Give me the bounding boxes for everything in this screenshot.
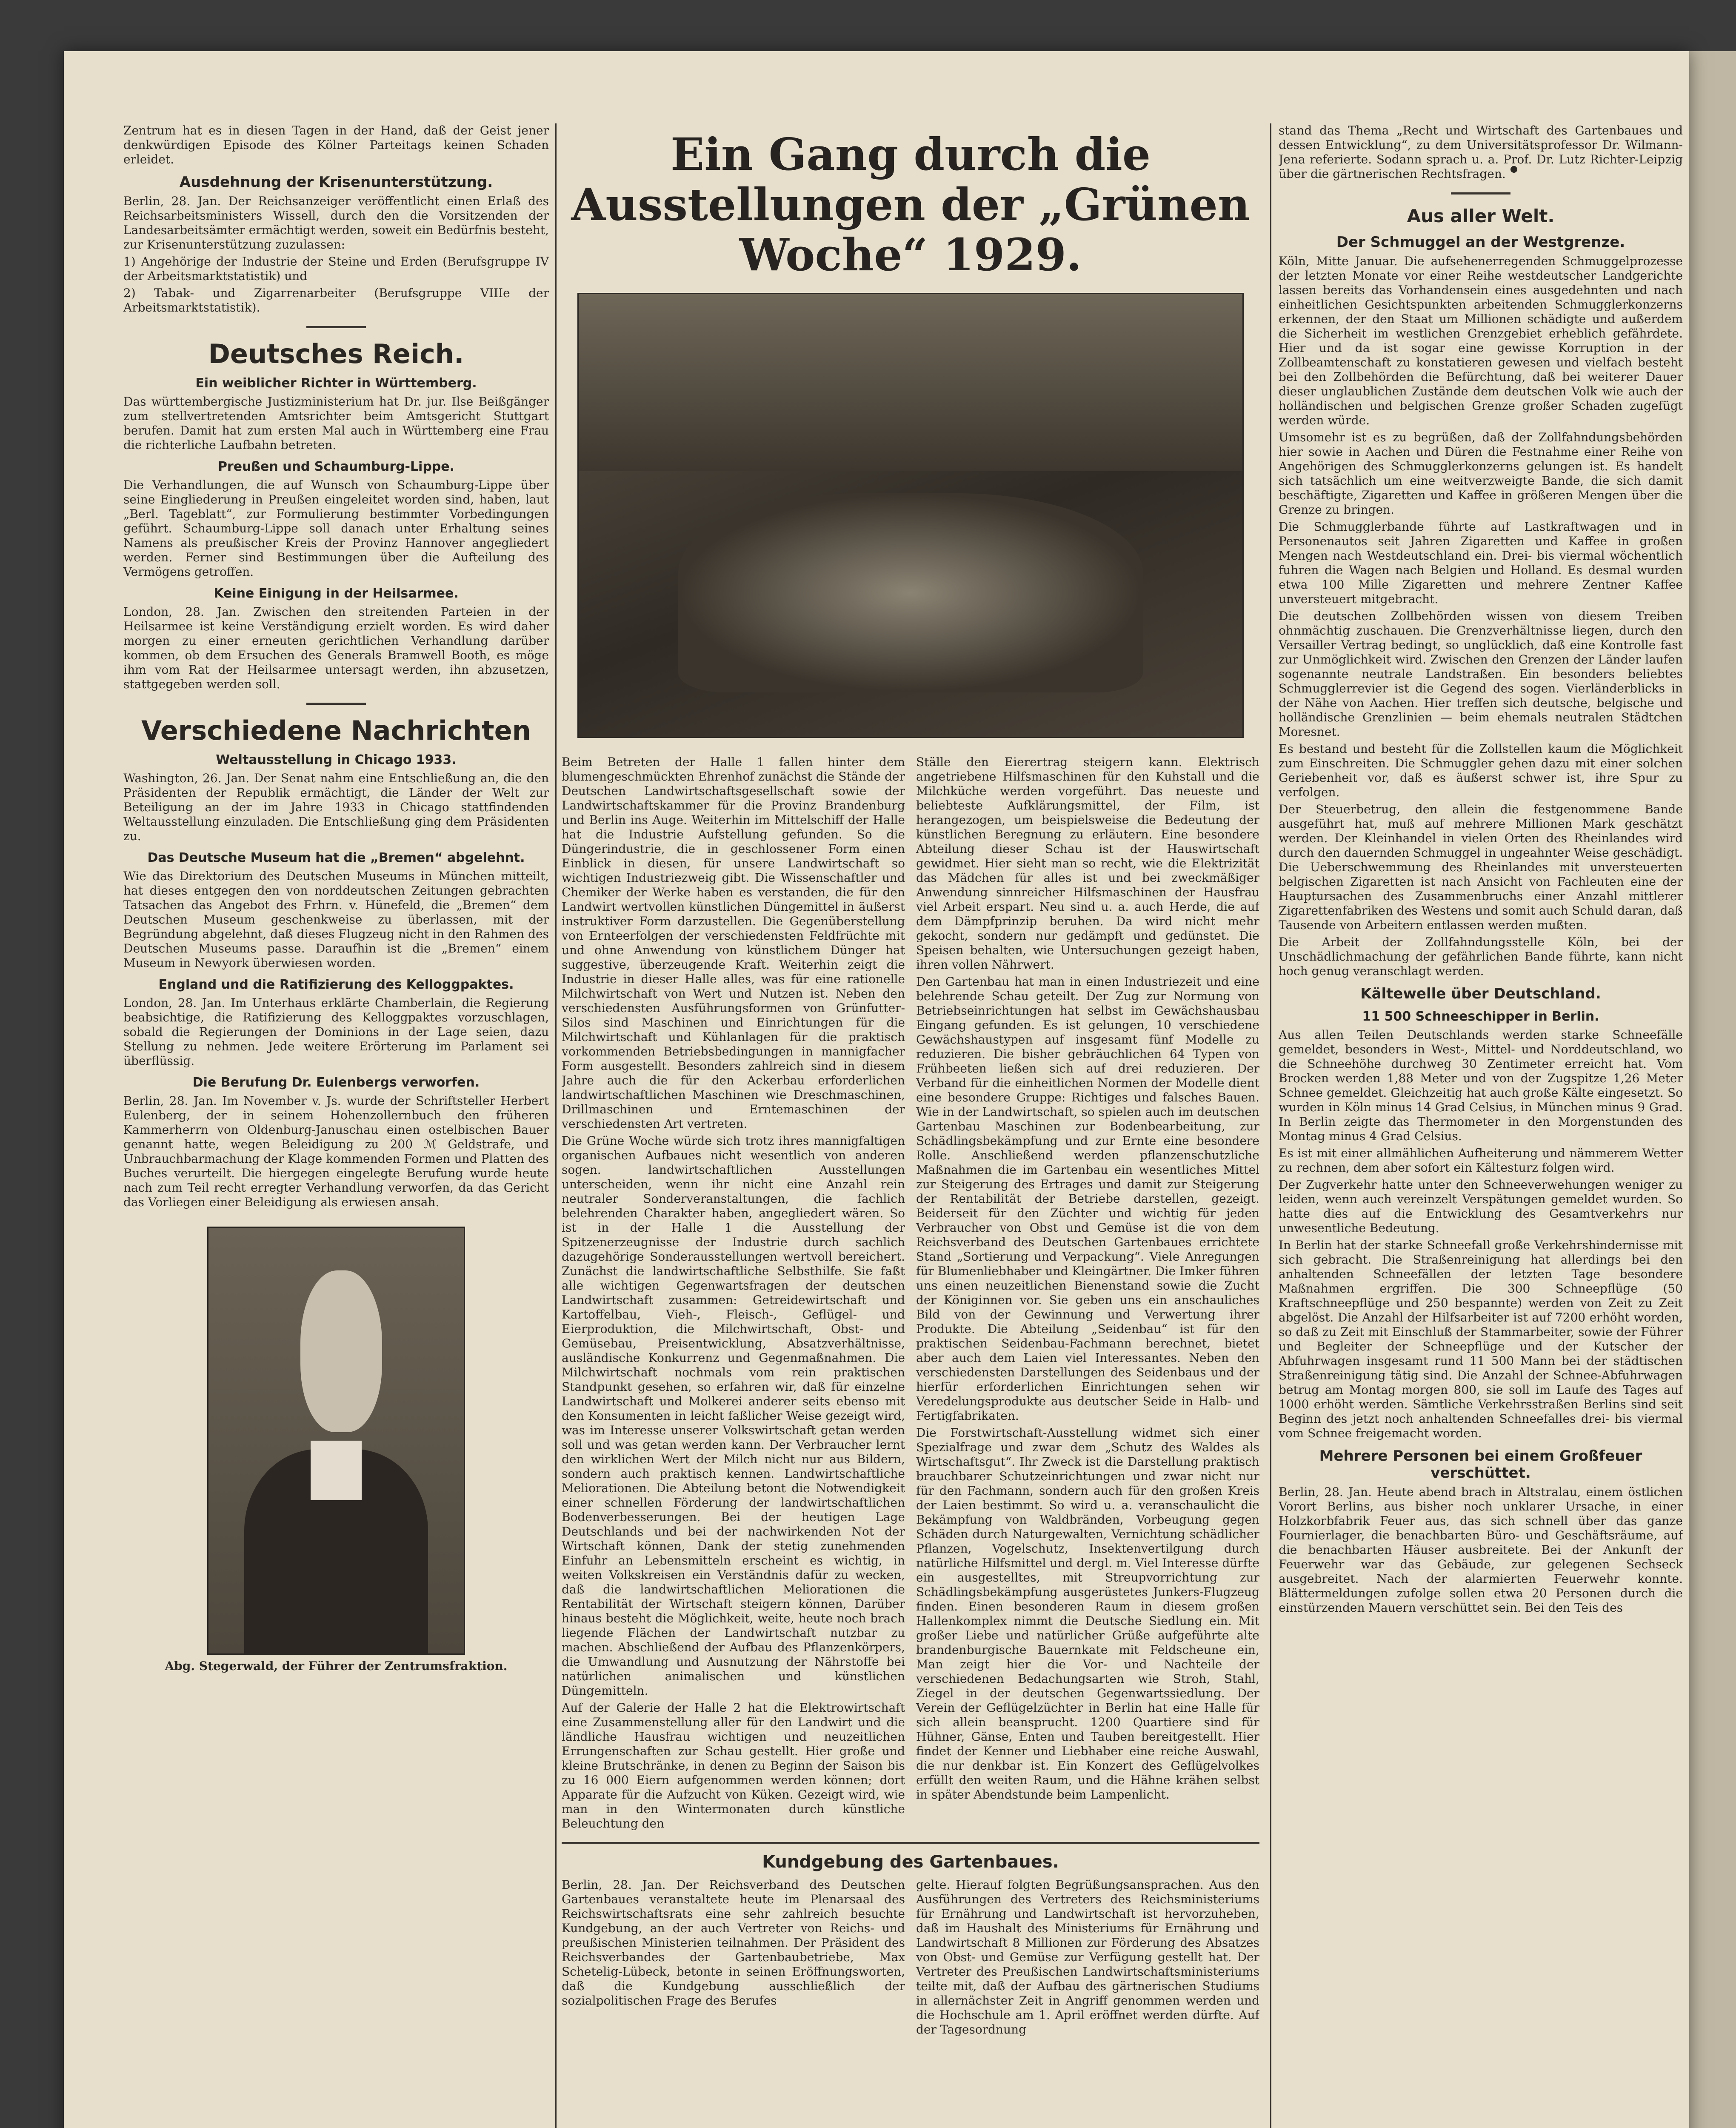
main-headline: Ein Gang durch die Ausstellungen der „Grünen Woche“ 1929.: [571, 128, 1250, 281]
divider: [1451, 192, 1510, 194]
column-center: [562, 123, 1259, 2128]
kundgebung-text: gelte. Hierauf folgten Begrüßungsansprachen. Aus den Ausführungen des Vertreters des Reichsministeriums für Ernährung und Landwirtschaft ist hervorzuheben, daß im Haushalt des Ministeriums für Ernährung und Landwirtschaft 8 Millionen zur Förderung des Absatzes von Obst- und Gemüse zur Verfügung gestellt hat. Der Vertreter des Preußischen Landwirtschaftsministeriums teilte mit, daß der Aufbau des gärtnerischen Studiums in allernächster Zeit in Angriff genommen werden und die Hochschule am 1. April eröffnet werden dürfte. Auf der Tagesordnung: [916, 1878, 1259, 2036]
article-body: [562, 755, 1259, 1833]
krisen-text: 2) Tabak- und Zigarrenarbeiter (Berufsgruppe VIIIe der Arbeitsmarktstatistik).: [123, 286, 549, 315]
krisen-text: Berlin, 28. Jan. Der Reichsanzeiger veröffentlicht einen Erlaß des Reichsarbeitsministers Wissell, durch den die Vorsitzenden der Landesarbeitsämter ermächtigt werden, soweit ein Bedürfnis besteht, zur Krisenunterstützung zuzulassen:: [123, 194, 549, 252]
column-right: [1279, 123, 1683, 2128]
newspaper-page: [64, 51, 1689, 2128]
eulenberg-text: Berlin, 28. Jan. Im November v. Js. wurde der Schriftsteller Herbert Eulenberg, der in seinem Hohenzollernbuch den früheren Kammerherrn von Oldenburg-Januschau einen ostelbischen Bauer genannt hatte, wegen Beleidigung zu 200 ℳ Geldstrafe, und Unbrauchbarmachung der Klage kommenden Formen und Platten des Buches verurteilt. Die hiergegen eingelegte Berufung wurde heute nach zum Teil recht erregter Verhandlung verworfen, da das Gericht das Vorliegen einer Beleidigung als erwiesen ansah.: [123, 1094, 549, 1209]
kaeltewelle-title: Kältewelle über Deutschland.: [1360, 985, 1601, 1002]
article-col-left: [562, 755, 905, 1833]
schmuggel-text: Die Schmugglerbande führte auf Lastkraftwagen und in Personenautos seit Jahren Zigaretten und Kaffee in großen Mengen nach Westdeutschland ein. Drei- bis viermal wöchentlich fuhren die Wagen nach Belgien und Holland. Es desmal wurden etwa 100 Mille Zigaretten und mehrere Zentner Kaffee unversteuert mitgebracht.: [1279, 520, 1683, 606]
verschiedenes-title: Verschiedene Nachrichten: [141, 715, 531, 746]
kaeltewelle-text: In Berlin hat der starke Schneefall große Verkehrshindernisse mit sich gebracht. Die Straßenreinigung hat allerdings bei den anhaltenden Schneefällen der letzten Tage besondere Maßnahmen ergriffen. Die 300 Schneepflüge (50 Kraftschneepflüge und 250 bespannte) werden von Zeit zu Zeit abgelöst. Die Anzahl der Hilfsarbeiter ist auf 7200 erhöht worden, so daß zu Zeit mit Einschluß der Stammarbeiter, sowie der Führer und Begleiter der Schneepflüge und der Kutscher der Abfuhrwagen insgesamt rund 11 500 Mann bei der städtischen Straßenreinigung tätig sind. Die Anzahl der Schnee-Abfuhrwagen betrug am Montag morgen 800, sie soll im Laufe des Tages auf 1000 erhöht werden. Sämtliche Verkehrsstraßen Berlins sind seit Beginn des jetzt noch anhaltenden Schneefalles drei- bis viermal vom Schnee freigemacht worden.: [1279, 1238, 1683, 1440]
schmuggel-text: Es bestand und besteht für die Zollstellen kaum die Möglichkeit zum Einschreiten. Die Schmuggler gehen dazu mit einer solchen Geriebenheit vor, daß es äußerst schwer ist, ihre Spur zu verfolgen.: [1279, 742, 1683, 799]
column-rule: [555, 123, 557, 2128]
article-paragraph: Ställe den Eierertrag steigern kann. Elektrisch angetriebene Hilfsmaschinen für den Kuhstall und die Milchküche werden vorgeführt. Das neueste und beliebteste Aufklärungsmittel, der Film, ist herangezogen, um beispielsweise die Bedeutung der künstlichen Beregnung zu erläutern. Eine besondere Abteilung dieser Schau ist der Hauswirtschaft gewidmet. Hier sieht man so recht, wie die Elektrizität das Mädchen für alles ist und bei zweckmäßiger Anwendung sinnreicher Hilfsmaschinen der Hausfrau viel Arbeit erspart. Neu sind u. a. auch Herde, die auf dem Dämpfprinzip beruhen. Da wird nicht mehr gekocht, sondern nur gedämpft und gedünstet. Die Speisen behalten, wie Untersuchungen gezeigt haben, ihren vollen Nährwert.: [916, 755, 1259, 972]
kundgebung-body: [562, 1878, 1259, 2039]
article-paragraph: Auf der Galerie der Halle 2 hat die Elektrowirtschaft eine Zusammenstellung aller für den Landwirt und die ländliche Hausfrau wichtigen und neuzeitlichen Errungenschaften zur Schau gestellt. Hier große und kleine Brutschränke, in denen zu Beginn der Saison bis zu 16 000 Eiern aufgenommen werden können; dort Apparate für die Aufzucht von Küken. Gezeigt wird, wie man in den Wintermonaten durch künstliche Beleuchtung den: [562, 1701, 905, 1831]
portrait-caption: Abg. Stegerwald, der Führer der Zentrumsfraktion.: [165, 1659, 508, 1673]
heilsarmee-text: London, 28. Jan. Zwischen den streitenden Parteien in der Heilsarmee ist keine Verständigung erzielt worden. Es wird daher morgen zu einer erneuten gerichtlichen Verhandlung darüber kommen, ob dem Ersuchen des Generals Bramwell Booth, es möge ihm vom Rat der Heilsarmee untersagt werden, ihn abzusetzen, stattgegeben werden soll.: [123, 605, 549, 691]
aller-welt-title: Aus aller Welt.: [1407, 206, 1555, 226]
kaeltewelle-text: Der Zugverkehr hatte unter den Schneeverwehungen weniger zu leiden, wenn auch vereinzelt Verspätungen gemeldet wurden. So hatte dies auf die Entwicklung des Gesamtverkehrs nur unwesentliche Bedeutung.: [1279, 1178, 1683, 1235]
reich-title: Deutsches Reich.: [208, 338, 464, 369]
article-col-right: [916, 755, 1259, 1833]
column-left: [123, 123, 549, 2128]
krisen-title: Ausdehnung der Krisenunterstützung.: [179, 174, 493, 191]
weltausstellung-title: Weltausstellung in Chicago 1933.: [216, 752, 457, 767]
grossfeuer-text: Berlin, 28. Jan. Heute abend brach in Altstralau, einem östlichen Vorort Berlins, aus bisher noch unklarer Ursache, in einer Holzkorbfabrik Feuer aus, das sich schnell über das ganze Fournierlager, die benachbarten Büro- und Geschäftsräume, auf die benachbarten Häuser ausbreitete. Bei der Ankunft der Feuerwehr war das Gebäude, zur gelegenen Sechseck ausgebreitet. Nach der alarmierten Feuerwehr konnte. Blättermeldungen zufolge sollen etwa 20 Personen durch die einstürzenden Mauern verschüttet sein. Bei den Teis des: [1279, 1485, 1683, 1615]
section-rule: [562, 1842, 1259, 1844]
page-edge: [1689, 51, 1736, 2128]
kundgebung-title: Kundgebung des Gartenbaues.: [762, 1852, 1059, 1872]
grossfeuer-title: Mehrere Personen bei einem Großfeuer verschüttet.: [1319, 1447, 1642, 1482]
portrait-photo: [207, 1227, 465, 1655]
kaeltewelle-text: Aus allen Teilen Deutschlands werden starke Schneefälle gemeldet, besonders in West-, Mittel- und Norddeutschland, wo die Schneehöhe durchweg 30 Zentimeter erreicht hat. Vom Brocken werden 1,88 Meter und von der Zugspitze 1,26 Meter Schnee gemeldet. Gleichzeitig hat auch große Kälte eingesetzt. So wurden in Köln minus 14 Grad Celsius, in München minus 9 Grad. In Berlin zeigte das Thermometer in den Morgenstunden des Montag minus 4 Grad Celsius.: [1279, 1028, 1683, 1143]
article-paragraph: Die Forstwirtschaft-Ausstellung widmet sich einer Spezialfrage und zwar dem „Schutz des Waldes als Wirtschaftsgut“. Ihr Zweck ist die Darstellung praktisch brauchbarer Schutzeinrichtungen und zwar nicht nur für den Fachmann, sondern auch für den großen Kreis der Laien bestimmt. So wird u. a. veranschaulicht die Bekämpfung von Waldbränden, Vorbeugung gegen Schäden durch Naturgewalten, Vernichtung schädlicher Pflanzen, Vogelschutz, Insektenvertilgung durch natürliche Hilfsmittel und dergl. m. Viel Interesse dürfte ein ausgestelltes, mit Streupvorrichtung zur Schädlingsbekämpfung ausgerüstetes Junkers-Flugzeug finden. Einen besonderen Raum in diesem großen Hallenkomplex nimmt die Deutsche Siedlung ein. Mit großer Liebe und natürlicher Grüße aufgeführte alte brandenburgische Bauernkate mit Feldscheune ein, Man zeigt hier die Vor- und Nachteile der verschiedenen Bedachungsarten wie Stroh, Stahl, Ziegel in der deutschen Gegenwartssiedlung. Der Verein der Geflügelzüchter in Berlin hat eine Halle für sich allein beansprucht. 1200 Quartiere sind für Hühner, Gänse, Enten und Tauben bereitgestellt. Hier findet der Kenner und Liebhaber eine reiche Auswahl, die nur denkbar ist. Ein Konzert des Geflügelvolkes erfüllt den weiten Raum, und die Hähne krähen selbst in später Abendstunde beim Lampenlicht.: [916, 1426, 1259, 1802]
exhibition-photo: [577, 293, 1244, 738]
museum-text: Wie das Direktorium des Deutschen Museums in München mitteilt, hat dieses entgegen den von norddeutschen Zeitungen gebrachten Tatsachen das Angebot des Frhrn. v. Hünefeld, die „Bremen“ dem Deutschen Museum geschenkweise zu überlassen, mit der Begründung abgelehnt, daß dieses Flugzeug nicht in den Rahmen des Deutschen Museums passe. Daraufhin ist die „Bremen“ einem Museum in Newyork überwiesen worden.: [123, 869, 549, 970]
divider: [306, 703, 366, 705]
kaeltewelle-subtitle: 11 500 Schneeschipper in Berlin.: [1362, 1009, 1599, 1024]
article-paragraph: Den Gartenbau hat man in einen Industriezeit und eine belehrende Schau geteilt. Der Zug zur Normung von Betriebseinrichtungen hat selbst im Gewächshausbau Eingang gefunden. Es ist gelungen, 10 verschiedene Gewächshaustypen auf insgesamt fünf Modelle zu reduzieren. Die bisher gebräuchlichen 64 Typen von Frühbeeten ließen sich auf drei reduzieren. Der Verband für die einheitlichen Normen der Modelle dient eine besondere Gruppe: Richtiges und falsches Bauen. Wie in der Landwirtschaft, so spielen auch im deutschen Gartenbau Maschinen zur Bodenbearbeitung, zur Schädlingsbekämpfung und zur Ernte eine besondere Rolle. Anschließend werden pflanzenschutzliche Maßnahmen die im Gartenbau ein wesentliches Mittel zur Steigerung des Ertrages und damit zur Steigerung der Rentabilität der Betriebe darstellen, gezeigt. Beiderseit für den Züchter und wichtig für jeden Verbraucher von Obst und Gemüse ist die von dem Reichsverband des Deutschen Gartenbaues errichtete Stand „Sortierung und Verpackung“. Viele Anregungen für Blumenliebhaber und Kleingärtner. Die Imker führen uns einen neuzeitlichen Bienenstand sowie die Zucht der Königinnen vor. Sie geben uns ein anschauliches Bild von der Gewinnung und Verwertung ihrer Produkte. Die Abteilung „Seidenbau“ ist für den praktischen Seidenbau-Fachmann berechnet, bietet aber auch dem Laien viel Interessantes. Neben den verschiedensten Darstellungen des Seidenbaus und der hierfür erforderlichen Einrichtungen sehen wir Veredelungsprodukte aus deutscher Seide in Halb- und Fertigfabrikaten.: [916, 975, 1259, 1423]
kaeltewelle-text: Es ist mit einer allmählichen Aufheiterung und nämmerem Wetter zu rechnen, dem aber sofort ein Kältesturz folgen wird.: [1279, 1146, 1683, 1175]
article-paragraph: Die Grüne Woche würde sich trotz ihres mannigfaltigen organischen Aufbaues nicht wesentlich von anderen sogen. landwirtschaftlichen Ausstellungen unterscheiden, wenn ihr nicht eine Anzahl rein neutraler Sonderveranstaltungen, die fachlich belehrenden Charakter haben, angegliedert wären. So ist in der Halle 1 die Ausstellung der Spitzenerzeugnisse der Industrie durch sachlich dazugehörige Sonderausstellungen wertvoll bereichert. Zunächst die landwirtschaftliche Selbsthilfe. Sie faßt alle wichtigen Gegenwartsfragen der deutschen Landwirtschaft zusammen: Getreidewirtschaft und Kartoffelbau, Vieh-, Fleisch-, Geflügel- und Eierproduktion, die Milchwirtschaft, Obst- und Gemüsebau, Preisentwicklung, Absatzverhältnisse, ausländische Konkurrenz und Gegenmaßnahmen. Die Milchwirtschaft nochmals vom rein praktischen Standpunkt gesehen, so erfahren wir, daß für einzelne Landwirtschaft und Molkerei anderer seits ebenso mit den Konsumenten in leicht faßlicher Weise gezeigt wird, was im Interesse unserer Volkswirtschaft getan werden soll und was getan werden kann. Der Verbraucher lernt den wirklichen Wert der Milch nicht nur aus Bildern, sondern auch praktisch kennen. Landwirtschaftliche Meliorationen. Die Abteilung betont die Notwendigkeit einer schnellen Förderung der landwirtschaftlichen Bodenverbesserungen. Bei der heutigen Lage Deutschlands und bei der nachwirkenden Not der Wirtschaft können, Dank der stetig zunehmenden Einfuhr an Lebensmitteln erscheint es wichtig, in weiten Volkskreisen ein Verständnis dafür zu wecken, daß die landwirtschaftlichen Meliorationen die Rentabilität der Wirtschaft steigern können, Darüber hinaus besteht die Möglichkeit, weite, heute noch brach liegende Flächen der Landwirtschaft nutzbar zu machen. Abschließend der Aufbau des Pflanzenkörpers, die Umwandlung und Ausnutzung der Nährstoffe bei natürlichen animalischen und künstlichen Düngemitteln.: [562, 1134, 905, 1698]
heilsarmee-title: Keine Einigung in der Heilsarmee.: [214, 586, 459, 601]
preussen-text: Die Verhandlungen, die auf Wunsch von Schaumburg-Lippe über seine Eingliederung in Preußen eingeleitet worden sind, haben, laut „Berl. Tageblatt“, zur Formulierung bestimmter Vorbedingungen geführt. Schaumburg-Lippe soll danach unter Erhaltung seines Namens als preußischer Kreis der Provinz Hannover angegliedert werden. Ferner sind Bestimmungen über die Aufteilung des Vermögens getroffen.: [123, 478, 549, 579]
krisen-text: 1) Angehörige der Industrie der Steine und Erden (Berufsgruppe IV der Arbeitsmarktstatistik) und: [123, 255, 549, 283]
schmuggel-text: Köln, Mitte Januar. Die aufsehenerregenden Schmuggelprozesse der letzten Monate vor einer Reihe westdeutscher Landgerichte lassen bereits das Vorhandensein eines ausgedehnten und nach einheitlichen Gesichtspunkten arbeitenden Schmugglerkonzerns erkennen, der den Staat um Millionen schädigte und außerdem die Sicherheit im westlichen Grenzgebiet erheblich gefährdete. Hier und da ist sogar eine gewisse Korruption in der Zollbeamtenschaft zu konstatieren gewesen und vielfach besteht bei den Zollbehörden die Befürchtung, daß bei weiterer Dauer dieser unglaublichen Zustände dem deutschen Volk wie auch der holländischen und belgischen Grenze großer Schaden zugefügt werden würde.: [1279, 254, 1683, 427]
article-paragraph: Beim Betreten der Halle 1 fallen hinter dem blumengeschmückten Ehrenhof zunächst die Stände der Deutschen Landwirtschaftsgesellschaft sowie der Landwirtschaftskammer für die Provinz Brandenburg und Berlin ins Auge. Weiterhin im Mittelschiff der Halle hat die Industrie Aufstellung gefunden. So die Düngerindustrie, die in geschlossener Form einen Einblick in diesen, für unsere Landwirtschaft so wichtigen Industriezweig gibt. Die Wissenschaftler und Chemiker der Werke haben es verstanden, die für den Landwirt wertvollen künstlichen Düngemittel in äußerst instruktiver Form darzustellen. Die Gegenüberstellung von Ernteerfolgen der verschiedensten Feldfrüchte mit und ohne Anwendung von künstlichem Dünger hat suggestive, überzeugende Kraft. Weiterhin zeigt die Industrie in dieser Halle alles, was für eine rationelle Milchwirtschaft von Wert und Nutzen ist. Neben den verschiedensten Ausführungsformen von Grünfutter-Silos sind Maschinen und Einrichtungen für die Milchwirtschaft und Kühlanlagen für die praktisch vorkommenden Betriebsbedingungen in mannigfacher Form ausgestellt. Besonders zahlreich sind in diesem Jahre auch die für den Ackerbau erforderlichen landwirtschaftlichen Maschinen wie Dreschmaschinen, Drillmaschinen und Erntemaschinen der verschiedensten Art vertreten.: [562, 755, 905, 1131]
eulenberg-title: Die Berufung Dr. Eulenbergs verworfen.: [192, 1075, 480, 1090]
museum-title: Das Deutsche Museum hat die „Bremen“ abgelehnt.: [147, 850, 525, 865]
preussen-title: Preußen und Schaumburg-Lippe.: [217, 459, 455, 474]
intro-text: Zentrum hat es in diesen Tagen in der Hand, daß der Geist jener denkwürdigen Episode des Kölner Parteitags keinen Schaden erleidet.: [123, 123, 549, 166]
schmuggel-text: Die deutschen Zollbehörden wissen von diesem Treiben ohnmächtig zuschauen. Die Grenzverhältnisse liegen, durch den Versailler Vertrag bedingt, so unglücklich, daß eine Kontrolle fast zur Unmöglichkeit wird. Zwischen den Grenzen der Länder laufen sogenannte neutrale Landstraßen. Ein besonders beliebtes Schmugglerrevier ist die Gegend des sogen. Vierländerblicks in der Nähe von Aachen. Hier treffen sich deutsche, belgische und holländische Grenzlinien — beim ehemals neutralen Städtchen Moresnet.: [1279, 609, 1683, 739]
kellogg-title: England und die Ratifizierung des Kelloggpaktes.: [158, 977, 514, 992]
schmuggel-title: Der Schmuggel an der Westgrenze.: [1336, 234, 1625, 251]
kellogg-text: London, 28. Jan. Im Unterhaus erklärte Chamberlain, die Regierung beabsichtige, die Ratifizierung des Kelloggpaktes vorzuschlagen, sobald die Regierungen der Dominions in der Lage seien, dazu Stellung zu nehmen. Jede weitere Erörterung im Parlament sei überflüssig.: [123, 996, 549, 1068]
kundgebung-text: Berlin, 28. Jan. Der Reichsverband des Deutschen Gartenbaues veranstaltete heute im Plenarsaal des Reichswirtschaftsrats eine sehr zahlreich besuchte Kundgebung, an der auch Vertreter von Reichs- und preußischen Ministerien teilnahmen. Der Präsident des Reichsverbandes der Gartenbaubetriebe, Max Schetelig-Lübeck, betonte in seinen Eröffnungsworten, daß die Kundgebung ausschließlich der sozialpolitischen Frage des Berufes: [562, 1878, 905, 2008]
weltausstellung-text: Washington, 26. Jan. Der Senat nahm eine Entschließung an, die den Präsidenten der Republik ermächtigt, die Länder der Welt zur Beteiligung an der im Jahre 1933 in Chicago stattfindenden Weltausstellung einzuladen. Die Entschließung ging dem Präsidenten zu.: [123, 771, 549, 843]
richter-title: Ein weiblicher Richter in Württemberg.: [195, 376, 477, 391]
schmuggel-text: Umsomehr ist es zu begrüßen, daß der Zollfahndungsbehörden hier sowie in Aachen und Düren die Festnahme einer Reihe von Angehörigen des Schmugglerkonzerns gelungen ist. Es handelt sich tatsächlich um eine weitverzweigte Bande, die sich damit beschäftigte, Zigaretten und Kaffee in größeren Mengen über die Grenze zu bringen.: [1279, 430, 1683, 517]
richter-text: Das württembergische Justizministerium hat Dr. jur. Ilse Beißgänger zum stellvertretenden Amtsrichter beim Amtsgericht Stuttgart berufen. Damit hat zum ersten Mal auch in Württemberg eine Frau die richterliche Laufbahn betreten.: [123, 395, 549, 452]
intro-text: stand das Thema „Recht und Wirtschaft des Gartenbaues und dessen Entwicklung“, zu dem Universitätsprofessor Dr. Wilmann-Jena referierte. Sodann sprach u. a. Prof. Dr. Lutz Richter-Leipzig über die gärtnerischen Rechtsfragen.: [1279, 123, 1683, 181]
schmuggel-text: Die Arbeit der Zollfahndungsstelle Köln, bei der Unschädlichmachung der gefährlichen Bande führte, kann nicht hoch genug veranschlagt werden.: [1279, 935, 1683, 978]
schmuggel-text: Der Steuerbetrug, den allein die festgenommene Bande ausgeführt hat, muß auf mehrere Millionen Mark geschätzt werden. Der Kleinhandel in vielen Orten des Rheinlandes wird durch den dauernden Schmuggel in ungeahnter Weise geschädigt. Die Ueberschwemmung des Rheinlandes mit unversteuerten belgischen Zigaretten ist nach Ansicht von Fachleuten eine der Hauptursachen des Zusammenbruchs einer Anzahl mittlerer Zigarettenfabriken des Westens und somit auch Schuld daran, daß Tausende von Arbeitern entlassen werden mußten.: [1279, 802, 1683, 932]
divider: [306, 326, 366, 328]
column-rule: [1270, 123, 1271, 2128]
